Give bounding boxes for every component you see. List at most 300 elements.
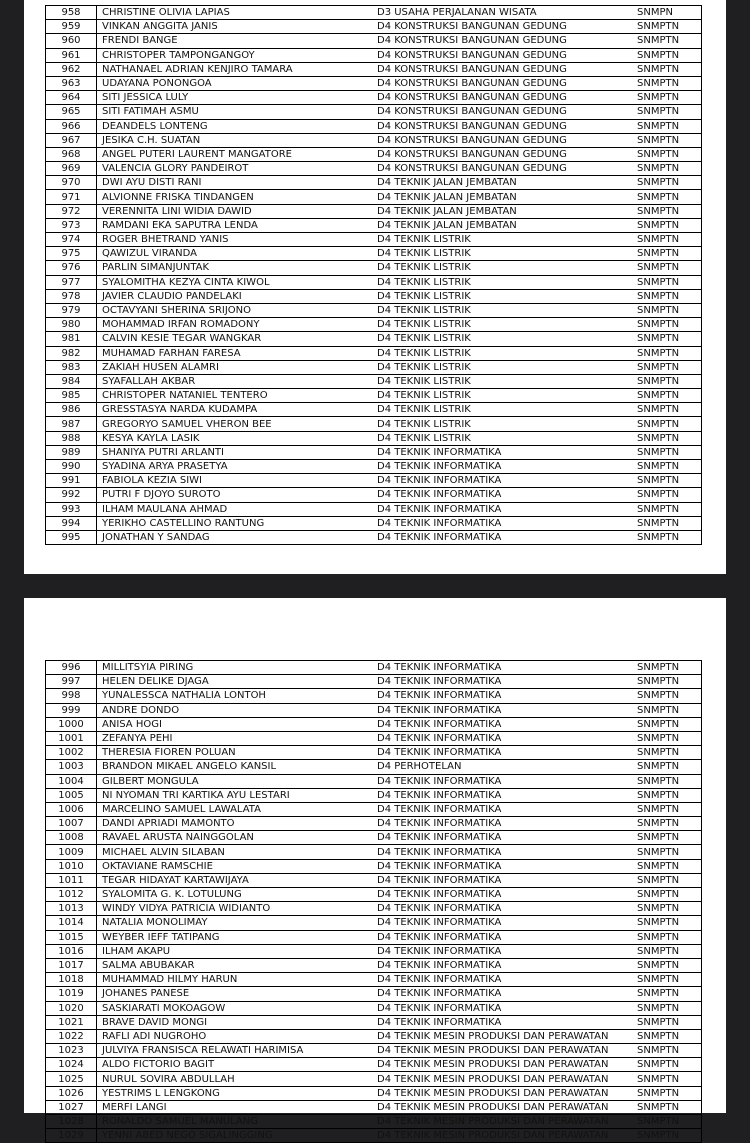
- student-name: ZAKIAH HUSEN ALAMRI: [97, 360, 373, 374]
- study-program: D4 TEKNIK LISTRIK: [372, 431, 635, 445]
- student-name: YERIKHO CASTELLINO RANTUNG: [97, 516, 373, 530]
- admission-path: SNMPTN: [635, 261, 702, 275]
- table-row: [46, 845, 702, 859]
- study-program: D4 TEKNIK MESIN PRODUKSI DAN PERAWATAN: [372, 1044, 635, 1058]
- admission-path: SNMPTN: [635, 303, 702, 317]
- row-number: 965: [46, 105, 97, 119]
- table-row: [46, 91, 702, 105]
- study-program: D4 TEKNIK INFORMATIKA: [372, 831, 635, 845]
- row-number: 1009: [46, 845, 97, 859]
- row-number: 1024: [46, 1058, 97, 1072]
- row-number: 998: [46, 689, 97, 703]
- student-name: JESIKA C.H. SUATAN: [97, 133, 373, 147]
- row-number: 1023: [46, 1044, 97, 1058]
- row-number: 974: [46, 233, 97, 247]
- study-program: D4 TEKNIK MESIN PRODUKSI DAN PERAWATAN: [372, 1058, 635, 1072]
- study-program: D4 TEKNIK LISTRIK: [372, 417, 635, 431]
- student-name: MUHAMAD FARHAN FARESA: [97, 346, 373, 360]
- student-name: WINDY VIDYA PATRICIA WIDIANTO: [97, 902, 373, 916]
- table-row: [46, 973, 702, 987]
- row-number: 1014: [46, 916, 97, 930]
- admission-path: SNMPTN: [635, 802, 702, 816]
- table-row: [46, 873, 702, 887]
- admission-path: SNMPTN: [635, 34, 702, 48]
- student-name: ZEFANYA PEHI: [97, 731, 373, 745]
- student-name: CHRISTOPER TAMPONGANGOY: [97, 48, 373, 62]
- table-row: [46, 944, 702, 958]
- table-row: [46, 460, 702, 474]
- table-row: [46, 502, 702, 516]
- study-program: D4 TEKNIK MESIN PRODUKSI DAN PERAWATAN: [372, 1115, 635, 1129]
- student-name: GILBERT MONGULA: [97, 774, 373, 788]
- study-program: D4 TEKNIK MESIN PRODUKSI DAN PERAWATAN: [372, 1100, 635, 1114]
- study-program: D4 TEKNIK INFORMATIKA: [372, 845, 635, 859]
- admission-path: SNMPTN: [635, 374, 702, 388]
- table-row: [46, 133, 702, 147]
- table-row: [46, 275, 702, 289]
- table-row: [46, 916, 702, 930]
- admission-path: SNMPTN: [635, 403, 702, 417]
- admission-path: SNMPTN: [635, 1058, 702, 1072]
- student-name: JOHANES PANESE: [97, 987, 373, 1001]
- table-row: [46, 389, 702, 403]
- admission-path: SNMPTN: [635, 1015, 702, 1029]
- table-row: [46, 431, 702, 445]
- row-number: 1022: [46, 1029, 97, 1043]
- row-number: 1004: [46, 774, 97, 788]
- study-program: D4 TEKNIK INFORMATIKA: [372, 703, 635, 717]
- table-row: [46, 162, 702, 176]
- student-list-table: [45, 660, 702, 1143]
- study-program: D4 PERHOTELAN: [372, 760, 635, 774]
- study-program: D3 USAHA PERJALANAN WISATA: [377, 7, 537, 19]
- table-row: [46, 1072, 702, 1086]
- table-row: [46, 746, 702, 760]
- row-number: 991: [46, 474, 97, 488]
- row-number: 983: [46, 360, 97, 374]
- table-row: [46, 147, 702, 161]
- table-row: [46, 1029, 702, 1043]
- table-row: [46, 190, 702, 204]
- row-number: 1015: [46, 930, 97, 944]
- study-program: D4 TEKNIK INFORMATIKA: [372, 916, 635, 930]
- student-name: FABIOLA KEZIA SIWI: [97, 474, 373, 488]
- row-number: 973: [46, 218, 97, 232]
- table-row: [46, 802, 702, 816]
- row-number: 977: [46, 275, 97, 289]
- row-number: 960: [46, 34, 97, 48]
- study-program: D4 TEKNIK INFORMATIKA: [372, 516, 635, 530]
- table-row: [46, 488, 702, 502]
- student-name: MILLITSYIA PIRING: [102, 662, 194, 674]
- admission-path: SNMPTN: [635, 502, 702, 516]
- admission-path: SNMPTN: [635, 1100, 702, 1114]
- table-row: [46, 516, 702, 530]
- student-list-table: [45, 5, 702, 545]
- table-row: [46, 445, 702, 459]
- table-row: [46, 474, 702, 488]
- admission-path: SNMPTN: [635, 133, 702, 147]
- admission-path: SNMPTN: [635, 902, 702, 916]
- study-program: D4 TEKNIK INFORMATIKA: [372, 746, 635, 760]
- student-name: GREGORYO SAMUEL VHERON BEE: [97, 417, 373, 431]
- table-row: [46, 689, 702, 703]
- row-number: 1026: [46, 1086, 97, 1100]
- admission-path: SNMPTN: [635, 20, 702, 34]
- admission-path: SNMPTN: [635, 1129, 702, 1143]
- row-number: 976: [46, 261, 97, 275]
- row-number: 978: [46, 289, 97, 303]
- student-name: ANGEL PUTERI LAURENT MANGATORE: [97, 147, 373, 161]
- row-number: 964: [46, 91, 97, 105]
- admission-path: SNMPTN: [635, 318, 702, 332]
- row-number: 1028: [46, 1115, 97, 1129]
- table-row: [46, 703, 702, 717]
- admission-path: SNMPTN: [635, 474, 702, 488]
- row-number: 975: [46, 247, 97, 261]
- study-program: D4 TEKNIK INFORMATIKA: [372, 802, 635, 816]
- table-row: [46, 1115, 702, 1129]
- study-program: D4 TEKNIK INFORMATIKA: [372, 1015, 635, 1029]
- row-number: 1016: [46, 944, 97, 958]
- table-row: [46, 1015, 702, 1029]
- table-row: [46, 859, 702, 873]
- admission-path: SNMPTN: [635, 360, 702, 374]
- student-name: MUHAMMAD HILMY HARUN: [97, 973, 373, 987]
- row-number: 966: [46, 119, 97, 133]
- table-row: [46, 958, 702, 972]
- study-program: D4 TEKNIK LISTRIK: [372, 389, 635, 403]
- row-number: 1006: [46, 802, 97, 816]
- student-name: JULVIYA FRANSISCA RELAWATI HARIMISA: [97, 1044, 373, 1058]
- study-program: D4 TEKNIK MESIN PRODUKSI DAN PERAWATAN: [372, 1029, 635, 1043]
- study-program: D4 TEKNIK INFORMATIKA: [372, 774, 635, 788]
- row-number: 994: [46, 516, 97, 530]
- student-name: ILHAM AKAPU: [97, 944, 373, 958]
- row-number: 1027: [46, 1100, 97, 1114]
- row-number: 1008: [46, 831, 97, 845]
- row-number: 961: [46, 48, 97, 62]
- row-number: 1021: [46, 1015, 97, 1029]
- row-number: 1012: [46, 888, 97, 902]
- table-row: [46, 1044, 702, 1058]
- table-row: [46, 247, 702, 261]
- study-program: D4 KONSTRUKSI BANGUNAN GEDUNG: [372, 76, 635, 90]
- student-name: SASKIARATI MOKOAGOW: [97, 1001, 373, 1015]
- admission-path: SNMPTN: [635, 958, 702, 972]
- study-program: D4 KONSTRUKSI BANGUNAN GEDUNG: [372, 48, 635, 62]
- admission-path: SNMPTN: [635, 746, 702, 760]
- table-row: [46, 76, 702, 90]
- row-number: 1000: [46, 717, 97, 731]
- student-name: ANISA HOGI: [97, 717, 373, 731]
- table-row: [46, 831, 702, 845]
- admission-path: SNMPTN: [635, 247, 702, 261]
- study-program: D4 TEKNIK INFORMATIKA: [372, 731, 635, 745]
- study-program: D4 KONSTRUKSI BANGUNAN GEDUNG: [372, 133, 635, 147]
- table-row: [46, 1086, 702, 1100]
- student-name: ILHAM MAULANA AHMAD: [97, 502, 373, 516]
- admission-path: SNMPTN: [635, 289, 702, 303]
- student-name: RAMDANI EKA SAPUTRA LENDA: [97, 218, 373, 232]
- student-name: THERESIA FIOREN POLUAN: [97, 746, 373, 760]
- study-program: D4 KONSTRUKSI BANGUNAN GEDUNG: [372, 20, 635, 34]
- row-number: 982: [46, 346, 97, 360]
- study-program: D4 TEKNIK INFORMATIKA: [372, 488, 635, 502]
- row-number: 963: [46, 76, 97, 90]
- admission-path: SNMPTN: [635, 1001, 702, 1015]
- admission-path: SNMPTN: [635, 530, 702, 544]
- student-name: JONATHAN Y SANDAG: [97, 530, 373, 544]
- student-name: VALENCIA GLORY PANDEIROT: [97, 162, 373, 176]
- study-program: D4 TEKNIK INFORMATIKA: [372, 689, 635, 703]
- student-name: YUNALESSCA NATHALIA LONTOH: [97, 689, 373, 703]
- admission-path: SNMPTN: [635, 105, 702, 119]
- study-program: D4 TEKNIK MESIN PRODUKSI DAN PERAWATAN: [372, 1072, 635, 1086]
- row-number: 995: [46, 530, 97, 544]
- admission-path: SNMPTN: [635, 389, 702, 403]
- study-program: D4 TEKNIK INFORMATIKA: [372, 973, 635, 987]
- study-program: D4 TEKNIK INFORMATIKA: [372, 817, 635, 831]
- row-number: 1001: [46, 731, 97, 745]
- student-name: BRAVE DAVID MONGI: [97, 1015, 373, 1029]
- student-name: FRENDI BANGE: [97, 34, 373, 48]
- table-row: [46, 289, 702, 303]
- table-row: [46, 788, 702, 802]
- table-row: [46, 661, 702, 675]
- study-program: D4 TEKNIK LISTRIK: [372, 360, 635, 374]
- table-row: [46, 360, 702, 374]
- study-program: D4 TEKNIK INFORMATIKA: [372, 445, 635, 459]
- row-number: 1013: [46, 902, 97, 916]
- row-number: 1011: [46, 873, 97, 887]
- row-number: 988: [46, 431, 97, 445]
- admission-path: SNMPTN: [635, 119, 702, 133]
- study-program: D4 TEKNIK INFORMATIKA: [372, 902, 635, 916]
- student-name: SYADINA ARYA PRASETYA: [97, 460, 373, 474]
- study-program: D4 TEKNIK INFORMATIKA: [372, 675, 635, 689]
- study-program: D4 TEKNIK INFORMATIKA: [372, 788, 635, 802]
- row-number: 962: [46, 62, 97, 76]
- study-program: D4 TEKNIK LISTRIK: [372, 332, 635, 346]
- document-page-1: [24, 0, 726, 574]
- study-program: D4 TEKNIK MESIN PRODUKSI DAN PERAWATAN: [372, 1129, 635, 1143]
- admission-path: SNMPTN: [635, 703, 702, 717]
- study-program: D4 TEKNIK INFORMATIKA: [372, 944, 635, 958]
- admission-path: SNMPTN: [635, 417, 702, 431]
- admission-path: SNMPTN: [635, 488, 702, 502]
- student-name: SALMA ABUBAKAR: [97, 958, 373, 972]
- row-number: 1005: [46, 788, 97, 802]
- table-row: [46, 34, 702, 48]
- student-name: YESTRIMS L LENGKONG: [97, 1086, 373, 1100]
- student-name: SYALOMITA G. K. LOTULUNG: [97, 888, 373, 902]
- row-number: 958: [46, 6, 97, 20]
- row-number: 981: [46, 332, 97, 346]
- student-name: CHRISTINE OLIVIA LAPIAS: [102, 7, 230, 19]
- table-row: [46, 233, 702, 247]
- student-name: MARCELINO SAMUEL LAWALATA: [97, 802, 373, 816]
- study-program: D4 TEKNIK LISTRIK: [372, 303, 635, 317]
- study-program: D4 TEKNIK LISTRIK: [372, 275, 635, 289]
- row-number: 959: [46, 20, 97, 34]
- student-name: SHANIYA PUTRI ARLANTI: [97, 445, 373, 459]
- student-name: RAFLI ADI NUGROHO: [97, 1029, 373, 1043]
- student-name: CALVIN KESIE TEGAR WANGKAR: [97, 332, 373, 346]
- student-name: ALVIONNE FRISKA TINDANGEN: [97, 190, 373, 204]
- admission-path: SNMPTN: [635, 1044, 702, 1058]
- table-row: [46, 119, 702, 133]
- table-row: [46, 774, 702, 788]
- admission-path: SNMPTN: [635, 176, 702, 190]
- row-number: 1007: [46, 817, 97, 831]
- admission-path: SNMPTN: [635, 774, 702, 788]
- table-row: [46, 902, 702, 916]
- study-program: D4 TEKNIK INFORMATIKA: [372, 502, 635, 516]
- student-name: NURUL SOVIRA ABDULLAH: [97, 1072, 373, 1086]
- student-name: RAVAEL ARUSTA NAINGGOLAN: [97, 831, 373, 845]
- student-name: QAWIZUL VIRANDA: [97, 247, 373, 261]
- study-program: D4 TEKNIK JALAN JEMBATAN: [372, 190, 635, 204]
- admission-path: SNMPTN: [635, 431, 702, 445]
- study-program: D4 TEKNIK LISTRIK: [372, 289, 635, 303]
- student-name: SYALOMITHA KEZYA CINTA KIWOL: [97, 275, 373, 289]
- row-number: 1029: [46, 1129, 97, 1143]
- study-program: D4 KONSTRUKSI BANGUNAN GEDUNG: [372, 119, 635, 133]
- admission-path: SNMPTN: [635, 62, 702, 76]
- row-number: 1017: [46, 958, 97, 972]
- row-number: 979: [46, 303, 97, 317]
- admission-path: SNMPTN: [635, 987, 702, 1001]
- study-program: D4 TEKNIK LISTRIK: [372, 346, 635, 360]
- study-program: D4 TEKNIK INFORMATIKA: [372, 987, 635, 1001]
- admission-path: SNMPTN: [635, 944, 702, 958]
- admission-path: SNMPTN: [637, 662, 680, 674]
- row-number: 970: [46, 176, 97, 190]
- row-number: 1002: [46, 746, 97, 760]
- table-row: [46, 218, 702, 232]
- study-program: D4 TEKNIK LISTRIK: [372, 247, 635, 261]
- student-name: ALDO FICTORIO BAGIT: [97, 1058, 373, 1072]
- study-program: D4 TEKNIK LISTRIK: [372, 233, 635, 247]
- table-row: [46, 417, 702, 431]
- admission-path: SNMPTN: [635, 859, 702, 873]
- admission-path: SNMPTN: [635, 930, 702, 944]
- student-name: ROGER BHETRAND YANIS: [97, 233, 373, 247]
- study-program: D4 TEKNIK INFORMATIKA: [372, 873, 635, 887]
- student-name: DWI AYU DISTI RANI: [97, 176, 373, 190]
- student-name: NATHANAEL ADRIAN KENJIRO TAMARA: [97, 62, 373, 76]
- student-name: DANDI APRIADI MAMONTO: [97, 817, 373, 831]
- study-program: D4 KONSTRUKSI BANGUNAN GEDUNG: [372, 34, 635, 48]
- table-row: [46, 176, 702, 190]
- student-name: TEGAR HIDAYAT KARTAWIJAYA: [97, 873, 373, 887]
- study-program: D4 TEKNIK INFORMATIKA: [372, 888, 635, 902]
- table-row: [46, 760, 702, 774]
- admission-path: SNMPTN: [635, 1029, 702, 1043]
- table-row: [46, 318, 702, 332]
- admission-path: SNMPTN: [635, 731, 702, 745]
- row-number: 1010: [46, 859, 97, 873]
- study-program: D4 TEKNIK MESIN PRODUKSI DAN PERAWATAN: [372, 1086, 635, 1100]
- admission-path: SNMPTN: [635, 1072, 702, 1086]
- student-name: OCTAVYANI SHERINA SRIJONO: [97, 303, 373, 317]
- table-row: [46, 6, 702, 20]
- student-name: HELEN DELIKE DJAGA: [97, 675, 373, 689]
- table-row: [46, 888, 702, 902]
- table-row: [46, 731, 702, 745]
- admission-path: SNMPTN: [635, 689, 702, 703]
- table-row: [46, 1001, 702, 1015]
- study-program: D4 KONSTRUKSI BANGUNAN GEDUNG: [372, 91, 635, 105]
- row-number: 984: [46, 374, 97, 388]
- student-name: VERENNITA LINI WIDIA DAWID: [97, 204, 373, 218]
- admission-path: SNMPTN: [635, 845, 702, 859]
- admission-path: SNMPTN: [635, 190, 702, 204]
- admission-path: SNMPTN: [635, 760, 702, 774]
- table-row: [46, 987, 702, 1001]
- admission-path: SNMPTN: [635, 162, 702, 176]
- study-program: D4 TEKNIK JALAN JEMBATAN: [372, 204, 635, 218]
- study-program: D4 TEKNIK LISTRIK: [372, 261, 635, 275]
- admission-path: SNMPTN: [635, 204, 702, 218]
- admission-path: SNMPN: [637, 7, 673, 19]
- table-row: [46, 930, 702, 944]
- table-row: [46, 20, 702, 34]
- row-number: 987: [46, 417, 97, 431]
- admission-path: SNMPTN: [635, 147, 702, 161]
- row-number: 972: [46, 204, 97, 218]
- study-program: D4 KONSTRUKSI BANGUNAN GEDUNG: [372, 162, 635, 176]
- admission-path: SNMPTN: [635, 275, 702, 289]
- row-number: 967: [46, 133, 97, 147]
- table-row: [46, 530, 702, 544]
- student-name: RONALDO SAMUEL MANULANG: [97, 1115, 373, 1129]
- admission-path: SNMPTN: [635, 346, 702, 360]
- student-name: NATALIA MONOLIMAY: [97, 916, 373, 930]
- document-page-2: [24, 598, 726, 1142]
- study-program: D4 KONSTRUKSI BANGUNAN GEDUNG: [372, 147, 635, 161]
- student-name: KESYA KAYLA LASIK: [97, 431, 373, 445]
- row-number: 996: [46, 661, 97, 675]
- study-program: D4 KONSTRUKSI BANGUNAN GEDUNG: [372, 62, 635, 76]
- table-row: [46, 346, 702, 360]
- study-program: D4 TEKNIK INFORMATIKA: [372, 1001, 635, 1015]
- admission-path: SNMPTN: [635, 817, 702, 831]
- row-number: 969: [46, 162, 97, 176]
- row-number: 990: [46, 460, 97, 474]
- table-row: [46, 303, 702, 317]
- admission-path: SNMPTN: [635, 48, 702, 62]
- student-name: GRESSTASYA NARDA KUDAMPA: [97, 403, 373, 417]
- table-row: [46, 332, 702, 346]
- table-row: [46, 204, 702, 218]
- row-number: 1018: [46, 973, 97, 987]
- admission-path: SNMPTN: [635, 332, 702, 346]
- table-row: [46, 717, 702, 731]
- study-program: D4 KONSTRUKSI BANGUNAN GEDUNG: [372, 105, 635, 119]
- study-program: D4 TEKNIK LISTRIK: [372, 318, 635, 332]
- student-name: WEYBER IEFF TATIPANG: [97, 930, 373, 944]
- row-number: 989: [46, 445, 97, 459]
- study-program: D4 TEKNIK INFORMATIKA: [372, 717, 635, 731]
- row-number: 999: [46, 703, 97, 717]
- study-program: D4 TEKNIK INFORMATIKA: [372, 958, 635, 972]
- study-program: D4 TEKNIK JALAN JEMBATAN: [372, 176, 635, 190]
- table-row: [46, 675, 702, 689]
- admission-path: SNMPTN: [635, 973, 702, 987]
- student-name: PARLIN SIMANJUNTAK: [97, 261, 373, 275]
